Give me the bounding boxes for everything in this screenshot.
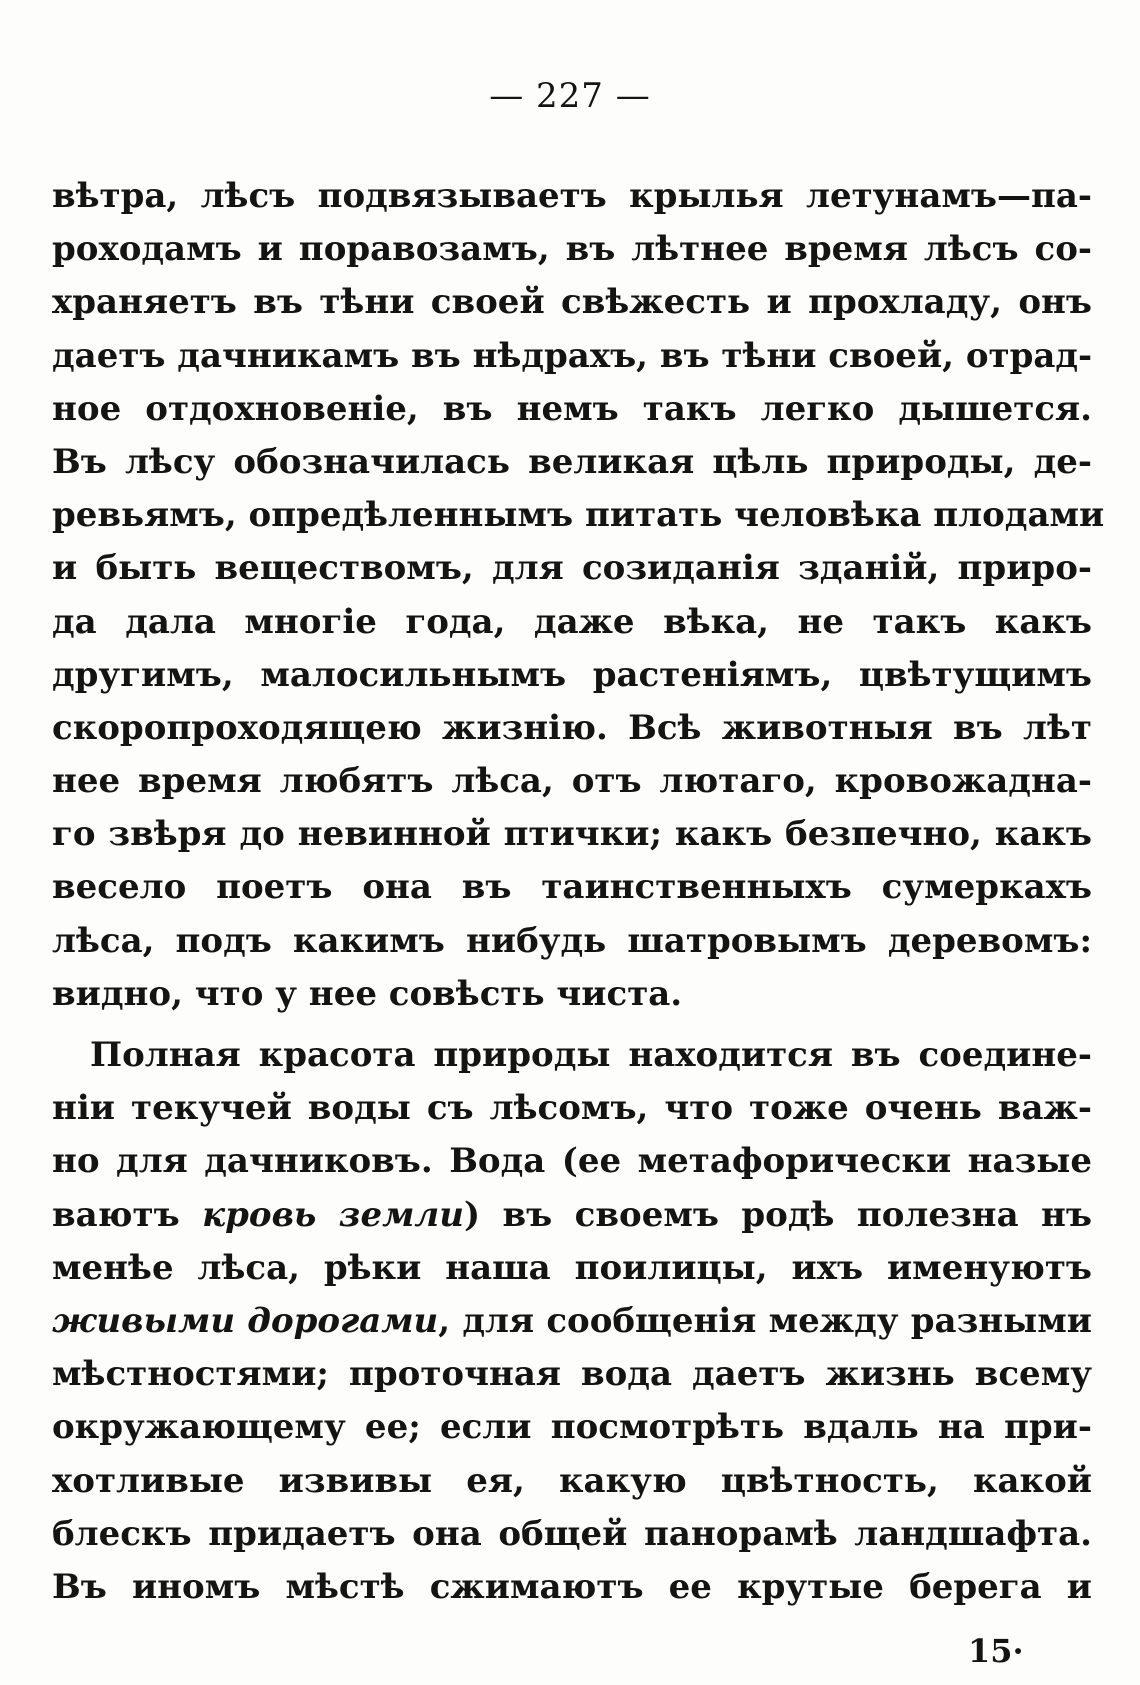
text-line: скоропроходящею жизнію. Всѣ животныя въ лѣт [52, 707, 1092, 748]
text-line: лѣса, подъ какимъ нибудь шатровымъ деревомъ: [52, 920, 1092, 961]
text-line: роходамъ и поравозамъ, въ лѣтнее время лѣсъ со- [52, 229, 1092, 270]
text-line: весело поетъ она въ таинственныхъ сумеркахъ [52, 867, 1092, 908]
text-line: Въ лѣсу обозначилась великая цѣль природы, де- [52, 441, 1092, 482]
text-line: даетъ дачникамъ въ нѣдрахъ, въ тѣни своей, отрад- [52, 335, 1093, 376]
text-line: храняетъ въ тѣни своей свѣжесть и прохладу, онъ [52, 282, 1092, 323]
text-line: блескъ придаетъ она общей панорамѣ ландшафта. [52, 1513, 1092, 1554]
text-line: мѣстностями; проточная вода даетъ жизнь всему [52, 1354, 1092, 1395]
body-text [52, 170, 1105, 1614]
text-line: видно, что у нее совѣсть чиста. [52, 973, 683, 1014]
italic-phrase: кровь земли [202, 1194, 465, 1235]
text-line: менѣе лѣса, рѣки наша поилицы, ихъ именуютъ [52, 1247, 1092, 1288]
signature-mark: 15· [968, 1632, 1024, 1670]
text-line: ревьямъ, опредѣленнымъ питать человѣка плодами [52, 495, 1105, 536]
text-line: Въ иномъ мѣстѣ сжимаютъ ее крутые берега и [52, 1566, 1092, 1607]
text-line: и быть веществомъ, для созиданія зданій, приро- [52, 548, 1092, 589]
text-line [52, 1295, 1092, 1348]
text-segment: ) въ своемъ родѣ полезна нъ [464, 1194, 1092, 1235]
text-line: го звѣря до невинной птички; какъ безпечно, какъ [52, 814, 1092, 855]
text-line: вѣтра, лѣсъ подвязываетъ крылья летунамъ—па- [52, 176, 1092, 216]
text-line: ніи текучей воды съ лѣсомъ, что тоже очень важ- [52, 1088, 1092, 1129]
text-line: но для дачниковъ. Вода (ее метафорически назые [52, 1141, 1092, 1182]
text-line [52, 1189, 1092, 1242]
paragraph-gap [52, 1021, 1092, 1029]
text-line: нее время любятъ лѣса, отъ лютаго, кровожадна- [52, 761, 1092, 802]
text-line: хотливые извивы ея, какую цвѣтность, какой [52, 1460, 1092, 1501]
page-number: — 227 — [489, 76, 651, 116]
text-segment: , для сообщенія между разными [438, 1300, 1092, 1341]
paragraph-2 [52, 1029, 1092, 1614]
italic-phrase: живыми дорогами [52, 1300, 439, 1341]
text-line: другимъ, малосильнымъ растеніямъ, цвѣтущимъ [52, 654, 1092, 695]
text-line: Полная красота природы находится въ соедине- [90, 1035, 1092, 1075]
paragraph-1 [52, 170, 1105, 1021]
text-segment: ваютъ [52, 1194, 203, 1235]
text-line: окружающему ее; если посмотрѣть вдаль на при- [52, 1407, 1092, 1448]
text-line: да дала многіе года, даже вѣка, не такъ какъ [52, 601, 1092, 642]
text-line: ное отдохновеніе, въ немъ такъ легко дышется. [52, 388, 1092, 429]
